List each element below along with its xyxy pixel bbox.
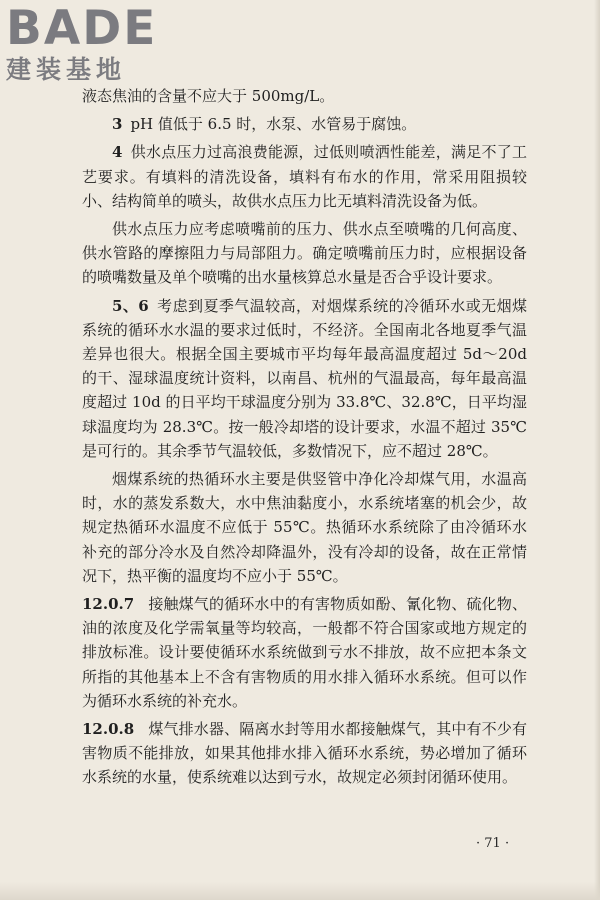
paragraph-text: pH 值低于 6.5 时，水泵、水管易于腐蚀。 [130, 115, 417, 134]
paragraph-text: 接触煤气的循环水中的有害物质如酚、氰化物、硫化物、油的浓度及化学需氧量等均较高，一般都不符合国家或地方规定的排放标准。设计要使循环水系统做到亏水不排放，故不应把本条文所指的其他基本上不含有害物质的用水排入循环水系统。但可以作为循环水系统的补充水。 [82, 595, 527, 710]
paragraph-text: 供水点压力应考虑喷嘴前的压力、供水点至喷嘴的几何高度、供水管路的摩擦阻力与局部阻力。确定喷嘴前压力时，应根据设备的喷嘴数量及单个喷嘴的出水量核算总水量是否合乎设计要求。 [82, 220, 527, 287]
paragraph-text: 液态焦油的含量不应大于 500mg/L。 [82, 87, 335, 105]
page-number: · 71 · [476, 836, 510, 851]
scan-shadow-bottom [0, 882, 600, 900]
clause-number: 12.0.8 [82, 720, 135, 739]
paragraph-supply-pressure [82, 217, 527, 290]
paragraph-item-5-6 [82, 294, 527, 463]
paragraph-text: 烟煤系统的热循环水主要是供竖管中净化冷却煤气用，水温高时，水的蒸发系数大，水中焦油黏度小，水系统堵塞的机会少，故规定热循环水温度不应低于 55℃。热循环水系统除了由冷循环水补充的部分冷水及自然冷却降温外，没有冷却的设备，故在正常情况下，热平衡的温度均不应小于 55℃。 [82, 470, 527, 585]
body-text [82, 84, 527, 790]
paragraph-item-3 [82, 112, 527, 136]
clause-number: 12.0.7 [82, 595, 135, 614]
item-number: 3 [112, 115, 123, 134]
paragraph-clause-12-0-8 [82, 717, 527, 790]
item-number: 4 [112, 143, 123, 162]
item-number: 5、6 [112, 296, 149, 315]
logo-word: BADE [6, 1, 158, 56]
paragraph-hot-water [82, 467, 527, 588]
paragraph-continued [82, 84, 527, 108]
paragraph-clause-12-0-7 [82, 592, 527, 713]
paragraph-item-4 [82, 140, 527, 213]
paragraph-text: 煤气排水器、隔离水封等用水都接触煤气，其中有不少有害物质不能排放，如果其他排水排入循环水系统，势必增加了循环水系统的水量，使系统难以达到亏水，故规定必须封闭循环使用。 [82, 720, 527, 787]
paragraph-text: 考虑到夏季气温较高，对烟煤系统的冷循环水或无烟煤系统的循环水水温的要求过低时，不经济。全国南北各地夏季气温差异也很大。根据全国主要城市平均每年最高温度超过 5d～20d 的干、湿球温度统计资料，以南昌、杭州的气温最高，每年最高温度超过 10d 的日平均干球温度分别为 33.8℃、32.8℃，日平均湿球温度均为 28.3℃。按一般冷却塔的设计要求，水温不超过 35℃是可行的。其余季节气温较低，多数情况下，应不超过 28℃。 [82, 296, 527, 460]
paragraph-text: 供水点压力过高浪费能源，过低则喷洒性能差，满足不了工艺要求。有填料的清洗设备，填料有布水的作用，常采用阻损较小、结构简单的喷头，故供水点压力比无填料清洗设备为低。 [82, 143, 527, 210]
scan-shadow-edge [594, 0, 600, 900]
watermark-logo [6, 1, 176, 88]
logo-subtitle: 建装基地 [6, 55, 127, 84]
